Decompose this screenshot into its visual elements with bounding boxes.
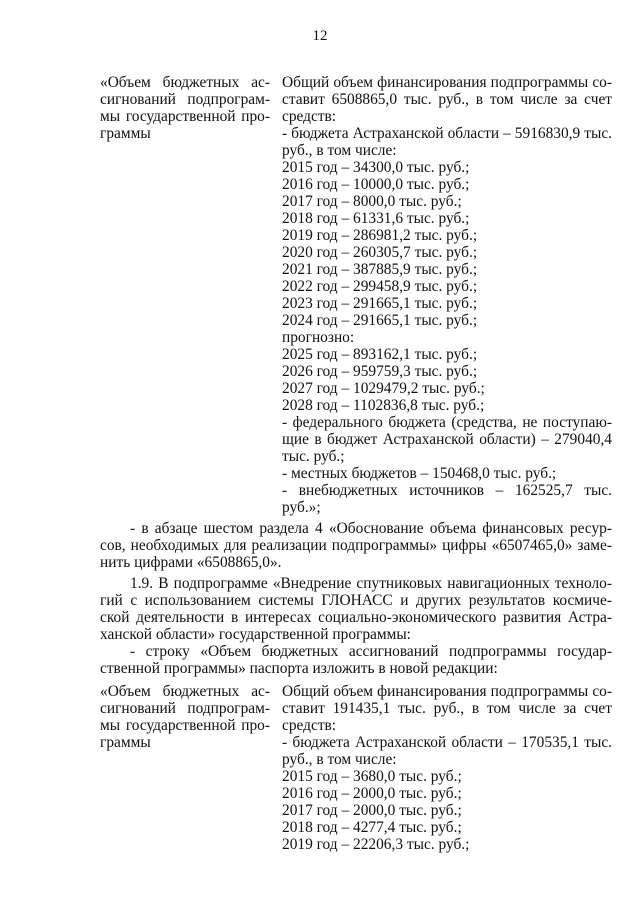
text-line: 2016 год – 2000,0 тыс. руб.; — [282, 785, 462, 802]
text-line: 1.9. В подпрограмме «Внедрение спутниковых навигационных техноло- — [130, 575, 612, 592]
text-line: 2015 год – 34300,0 тыс. руб.; — [282, 159, 470, 176]
text-line: - федерального бюджета (средства, не поступаю- — [282, 414, 612, 431]
text-line: прогнозно: — [282, 329, 355, 346]
text-line: 2022 год – 299458,9 тыс. руб.; — [282, 278, 478, 295]
text-line: 2019 год – 286981,2 тыс. руб.; — [282, 227, 478, 244]
text-line: «Объем бюджетных ас- — [100, 74, 270, 91]
text-line: Общий объем финансирования подпрограммы со- — [282, 74, 612, 91]
text-line: 2018 год – 4277,4 тыс. руб.; — [282, 819, 462, 836]
text-line: мы государственной про- — [100, 717, 270, 734]
text-line: - внебюджетных источников – 162525,7 тыс. — [282, 482, 612, 499]
text-line: ставит 6508865,0 тыс. руб., в том числе за счет — [282, 91, 612, 108]
text-line: ставит 191435,1 тыс. руб., в том числе за счет — [282, 700, 612, 717]
text-line: ственной программы» паспорта изложить в новой редакции: — [100, 660, 498, 677]
paragraph-subprogram-glonass — [100, 575, 612, 643]
text-line: - местных бюджетов – 150468,0 тыс. руб.; — [282, 465, 557, 482]
row-content — [282, 74, 612, 516]
text-line: сигнований подпрограм- — [100, 91, 270, 108]
text-line: граммы — [100, 125, 151, 142]
text-line: 2024 год – 291665,1 тыс. руб.; — [282, 312, 478, 329]
text-line: Общий объем финансирования подпрограммы со- — [282, 683, 612, 700]
text-line: средств: — [282, 108, 337, 125]
text-line: 2017 год – 2000,0 тыс. руб.; — [282, 802, 462, 819]
text-line: руб.»; — [282, 499, 321, 516]
text-line: ской деятельности в интересах социально-экономического развития Астра- — [100, 609, 612, 626]
page-number: 12 — [312, 28, 328, 44]
text-line: 2021 год – 387885,9 тыс. руб.; — [282, 261, 478, 278]
text-line: - бюджета Астраханской области – 5916830,9 тыс. — [282, 125, 612, 142]
text-line: гий с использованием системы ГЛОНАСС и других результатов космиче- — [100, 592, 612, 609]
text-line: - строку «Объем бюджетных ассигнований подпрограммы государ- — [130, 643, 612, 660]
text-line: щие в бюджет Астраханской области) – 279040,4 — [282, 431, 612, 448]
text-line: 2016 год – 10000,0 тыс. руб.; — [282, 176, 470, 193]
row-label — [100, 683, 270, 751]
text-line: 2026 год – 959759,3 тыс. руб.; — [282, 363, 478, 380]
row-content — [282, 683, 612, 853]
text-line: 2020 год – 260305,7 тыс. руб.; — [282, 244, 478, 261]
text-line: сигнований подпрограм- — [100, 700, 270, 717]
text-line: ханской области» государственной программы: — [100, 626, 411, 643]
paragraph-section4-amendment — [100, 520, 612, 571]
text-line: руб., в том числе: — [282, 751, 397, 768]
text-line: нить цифрами «6508865,0». — [100, 554, 282, 571]
paragraph-row-replacement — [100, 643, 612, 677]
text-line: 2027 год – 1029479,2 тыс. руб.; — [282, 380, 485, 397]
text-line: «Объем бюджетных ас- — [100, 683, 270, 700]
text-line: мы государственной про- — [100, 108, 270, 125]
row-label — [100, 74, 270, 142]
text-line: 2025 год – 893162,1 тыс. руб.; — [282, 346, 478, 363]
text-line: 2028 год – 1102836,8 тыс. руб.; — [282, 397, 485, 414]
text-line: - в абзаце шестом раздела 4 «Обоснование объема финансовых ресур- — [130, 520, 612, 537]
text-line: руб., в том числе: — [282, 142, 397, 159]
text-line: 2017 год – 8000,0 тыс. руб.; — [282, 193, 462, 210]
text-line: 2019 год – 22206,3 тыс. руб.; — [282, 836, 470, 853]
text-line: граммы — [100, 734, 151, 751]
text-line: тыс. руб.; — [282, 448, 345, 465]
text-line: 2018 год – 61331,6 тыс. руб.; — [282, 210, 470, 227]
text-line: 2023 год – 291665,1 тыс. руб.; — [282, 295, 478, 312]
text-line: сов, необходимых для реализации подпрограммы» цифры «6507465,0» заме- — [100, 537, 612, 554]
text-line: - бюджета Астраханской области – 170535,1 тыс. — [282, 734, 612, 751]
text-line: средств: — [282, 717, 337, 734]
text-line: 2015 год – 3680,0 тыс. руб.; — [282, 768, 462, 785]
